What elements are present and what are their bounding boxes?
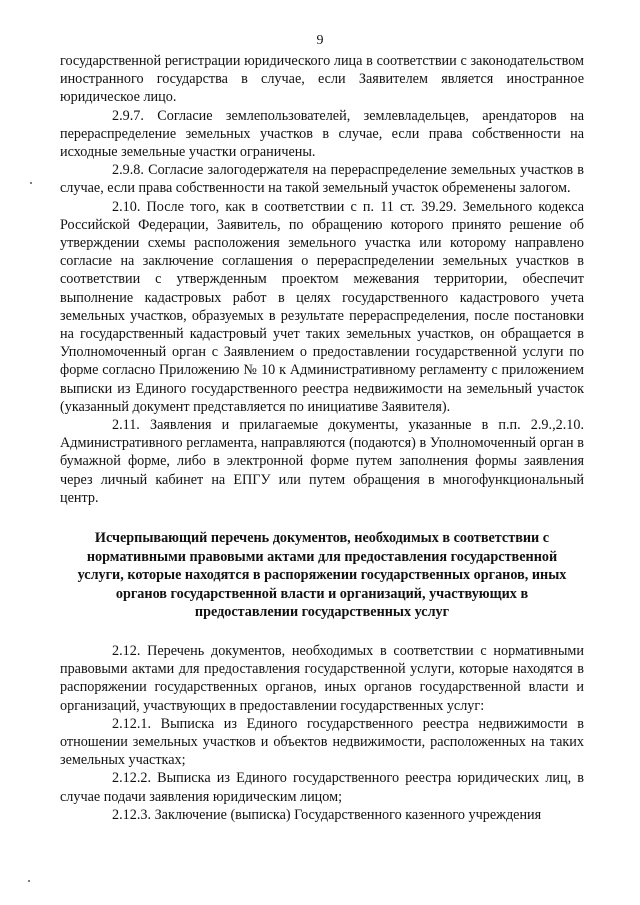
section-before-heading [60,52,584,507]
document-body [60,52,584,824]
paragraph: 2.12.1. Выписка из Единого государственного реестра недвижимости в отношении земельных участков и объектов недвижимости, расположенных на таких земельных участках; [60,715,584,769]
paragraph: 2.12.3. Заключение (выписка) Государственного казенного учреждения [112,806,542,823]
paragraph: 2.12. Перечень документов, необходимых в соответствии с нормативными правовыми актами для предоставления государственной услуги, которые находятся в распоряжении государственных органов, иных органов государственной власти и организаций, участвующих в предоставлении государственных услуг: [60,643,584,714]
scan-speck [28,880,30,882]
section-after-heading [60,642,584,824]
paragraph: 2.12.2. Выписка из Единого государственного реестра юридических лиц, в случае подачи заявления юридическим лицом; [60,770,584,805]
paragraph: 2.9.7. Согласие землепользователей, землевладельцев, арендаторов на перераспределение земельных участков в случае, если права собственности на исходные земельные участки ограничены. [60,107,584,161]
paragraph: 2.11. Заявления и прилагаемые документы, указанные в п.п. 2.9.,2.10. Административного регламента, направляются (подаются) в Уполномоченный орган в бумажной форме, либо в электронной форме путем заполнения формы заявления через личный кабинет на ЕПГУ или путем обращения в многофункциональный центр. [60,417,584,506]
paragraph: 2.9.8. Согласие залогодержателя на перераспределение земельных участков в случае, если права собственности на такой земельный участок обременены залогом. [60,162,584,197]
scan-speck [30,182,32,184]
paragraph: государственной регистрации юридического лица в соответствии с законодательством иностранного государства в случае, если Заявителем является иностранное юридическое лицо. [60,53,584,106]
section-heading: Исчерпывающий перечень документов, необходимых в соответствии с нормативными правовыми актами для предоставления государственной услуги, которые находятся в распоряжении государственных органов, иных органов государственной власти и организаций, участвующих в предоставлении государственных услуг [77,530,567,621]
paragraph: 2.10. После того, как в соответствии с п. 11 ст. 39.29. Земельного кодекса Российской Федерации, Заявитель, по обращению которого принято решение об утверждении схемы расположения земельного участка или которому направлено согласие на заключение соглашения о перераспределении земельных участков в соответствии с утвержденным проектом межевания территории, обеспечит выполнение кадастровых работ в целях государственного кадастрового учета земельных участков, образуемых в результате перераспределения, после постановки на государственный кадастровый учет таких земельных участков, он обращается в Уполномоченный орган с Заявлением о предоставлении государственной услуги по форме согласно Приложению № 10 к Административному регламенту с приложением выписки из Единого государственного реестра недвижимости на земельный участок (указанный документ представляется по инициативе Заявителя). [60,198,584,415]
page-number: 9 [316,33,324,48]
